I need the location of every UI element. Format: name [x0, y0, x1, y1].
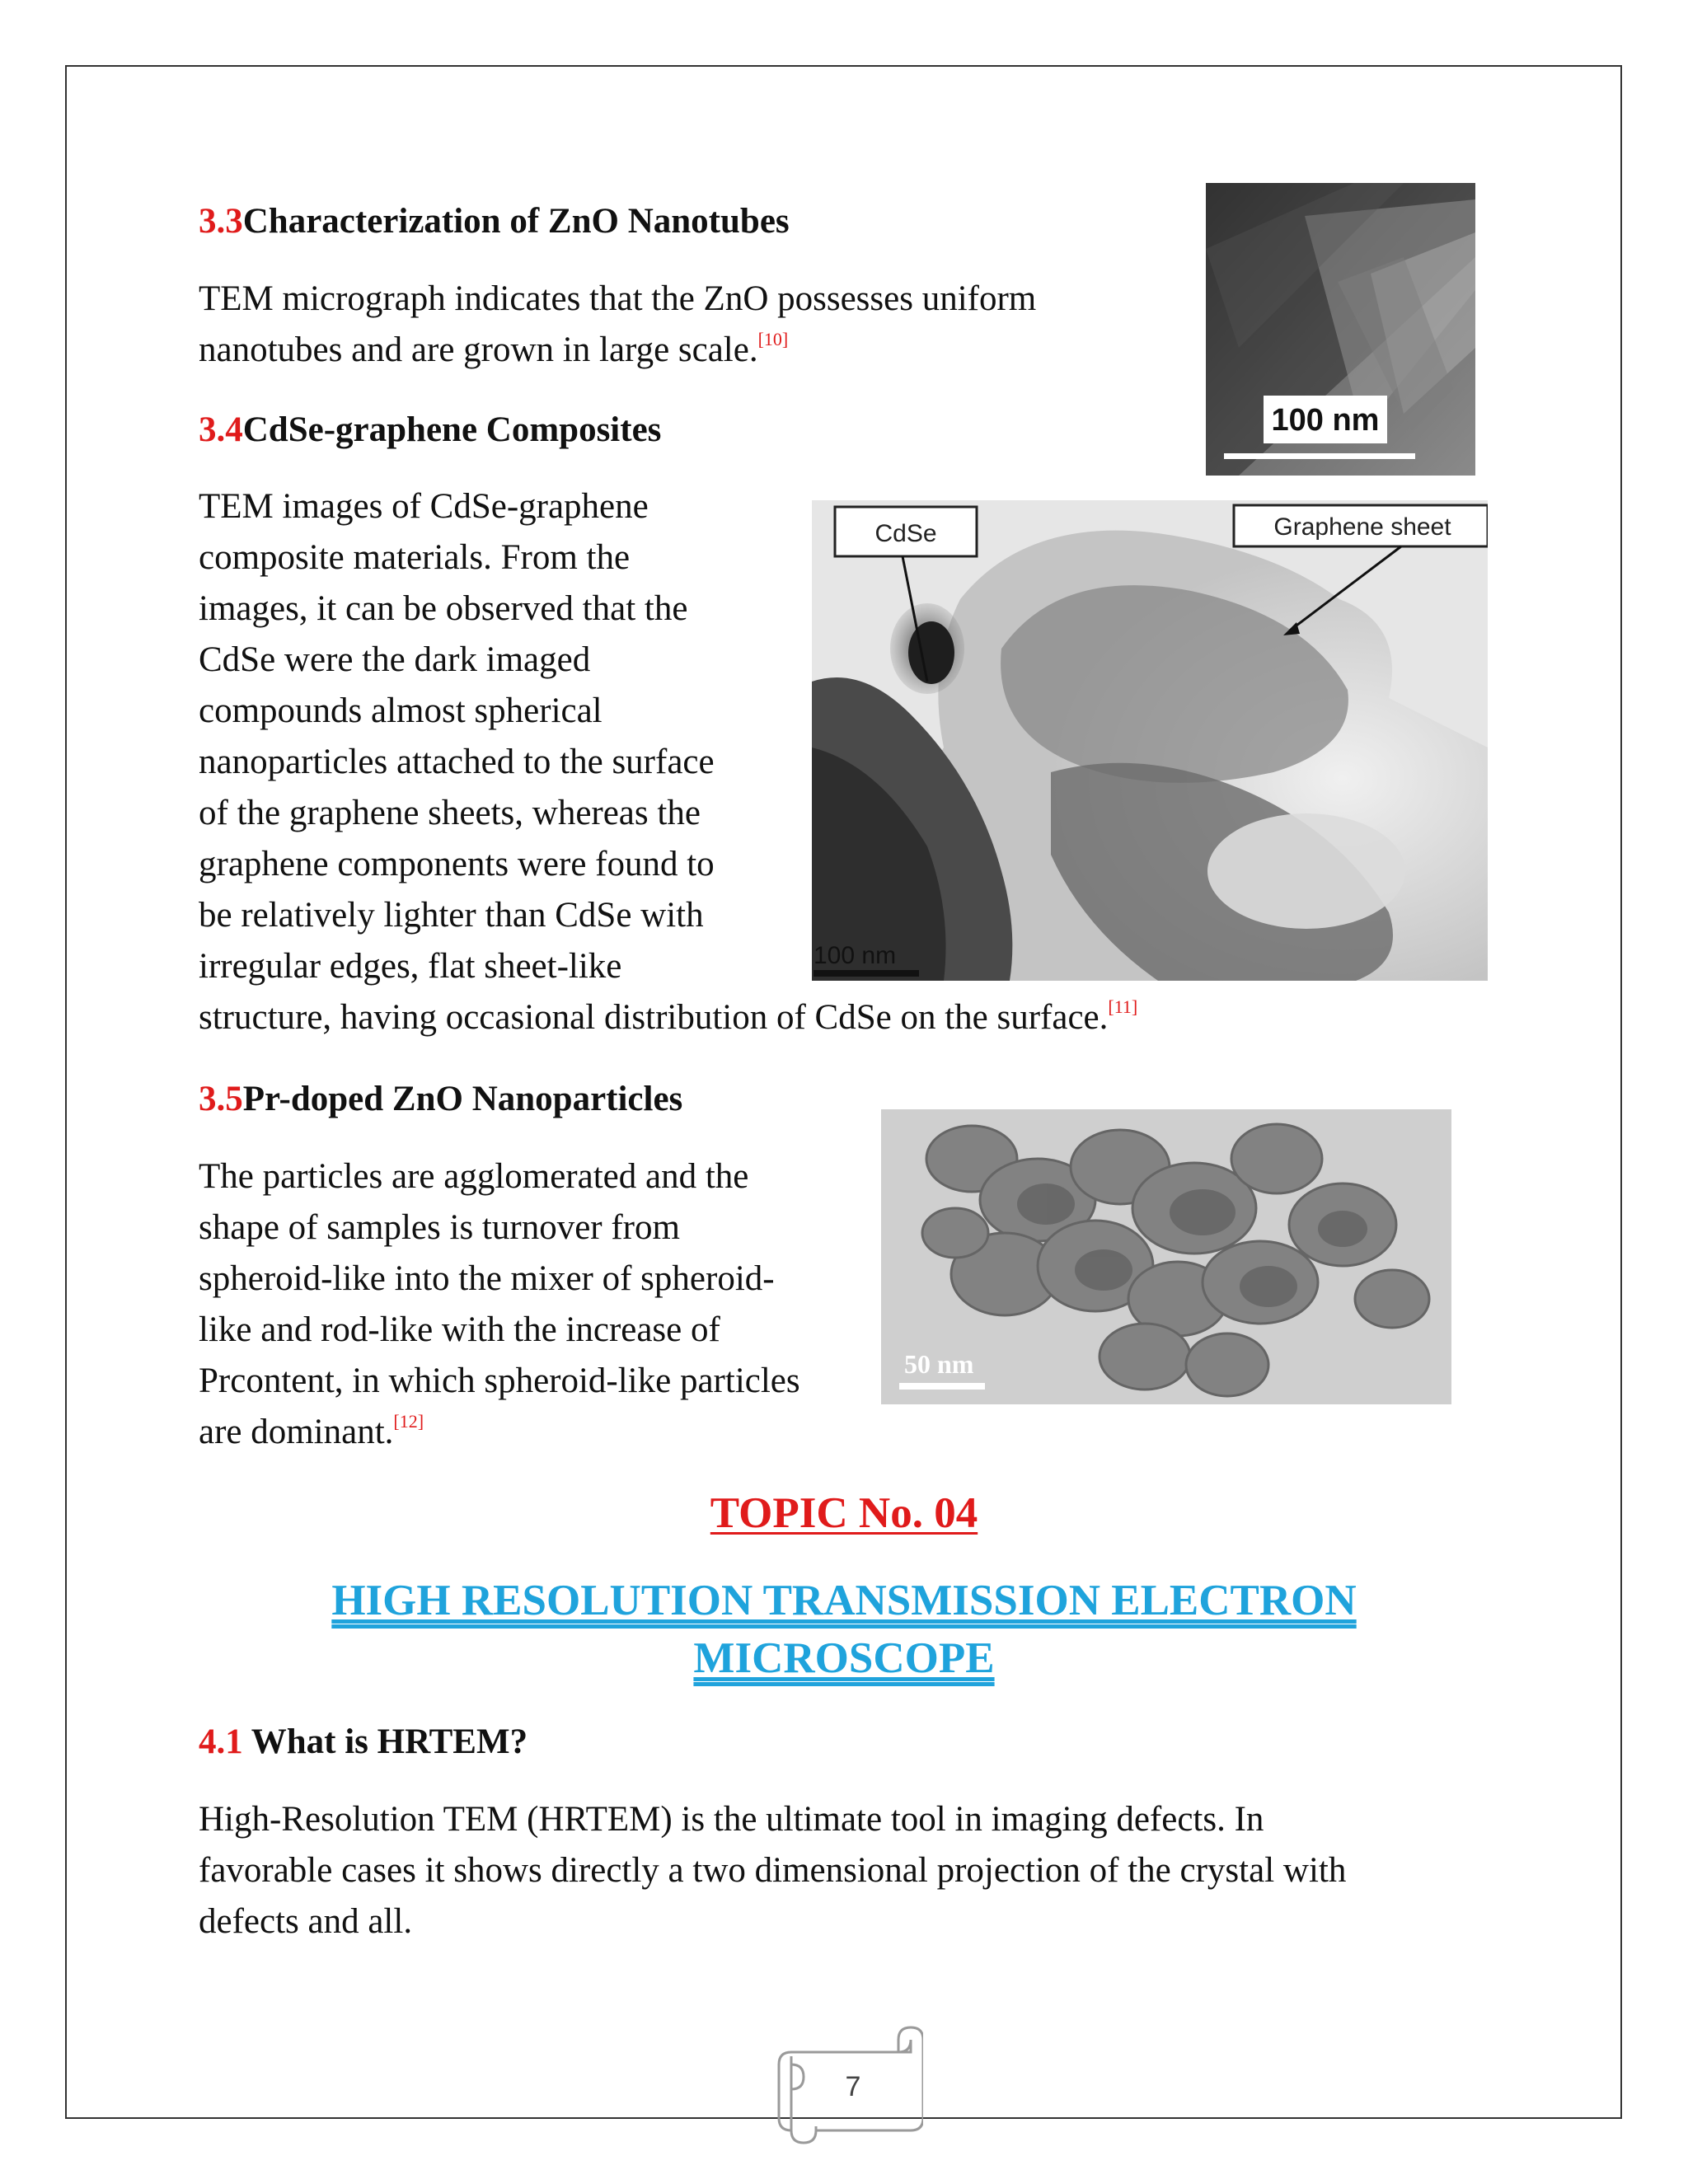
topic-title-line: MICROSCOPE	[693, 1634, 995, 1682]
section-number: 3.4	[199, 410, 243, 449]
text-line: irregular edges, flat sheet-like	[199, 947, 622, 986]
section-3-5-paragraph	[199, 1151, 883, 1458]
citation: [11]	[1108, 996, 1138, 1017]
section-4-1-paragraph	[199, 1794, 1517, 1947]
text-line: images, it can be observed that the	[199, 589, 688, 628]
scale-bar	[814, 970, 919, 977]
citation: [12]	[393, 1410, 424, 1432]
citation: [10]	[757, 328, 789, 349]
section-number: 4.1	[199, 1722, 243, 1761]
section-3-4-heading	[199, 409, 661, 452]
text-line: composite materials. From the	[199, 538, 631, 577]
paragraph-text: TEM micrograph indicates that the ZnO possesses uniform nanotubes and are grown in large scale.	[199, 279, 1037, 369]
topic-title-line: HIGH RESOLUTION TRANSMISSION ELECTRON	[331, 1577, 1357, 1624]
text-line: are dominant.	[199, 1413, 394, 1451]
zno-nanotube-tem-image	[1206, 183, 1475, 476]
text-line: Prcontent, in which spheroid-like particles	[199, 1361, 800, 1400]
text-line: The particles are agglomerated and the	[199, 1157, 749, 1196]
cdse-label: CdSe	[874, 520, 937, 547]
scale-bar-label: 100 nm	[814, 942, 897, 969]
text-line: structure, having occasional distribution of CdSe on the surface.	[199, 998, 1109, 1037]
text-line: TEM images of CdSe-graphene	[199, 487, 649, 526]
section-3-3-paragraph	[199, 274, 1146, 376]
text-line: CdSe were the dark imaged	[199, 640, 591, 679]
section-title: Characterization of ZnO Nanotubes	[242, 202, 790, 241]
text-line: High-Resolution TEM (HRTEM) is the ultimate tool in imaging defects. In	[199, 1800, 1264, 1839]
section-title: Pr-doped ZnO Nanoparticles	[242, 1080, 683, 1118]
text-line: graphene components were found to	[199, 845, 715, 883]
section-title: CdSe-graphene Composites	[242, 410, 662, 449]
pr-doped-zno-tem-image	[881, 1109, 1451, 1404]
text-line: nanoparticles attached to the surface	[199, 743, 715, 781]
topic-title	[0, 1572, 1688, 1687]
text-line: like and rod-like with the increase of	[199, 1310, 720, 1349]
text-line: compounds almost spherical	[199, 691, 603, 730]
section-4-1-heading	[199, 1721, 528, 1764]
text-line: be relatively lighter than CdSe with	[199, 896, 704, 935]
scale-bar-label: 50 nm	[904, 1349, 974, 1379]
scale-bar	[1224, 453, 1415, 459]
section-3-5-heading	[199, 1078, 682, 1121]
scale-bar	[899, 1383, 985, 1390]
section-number: 3.3	[199, 202, 243, 241]
text-line: spheroid-like into the mixer of spheroid-	[199, 1259, 775, 1298]
section-number: 3.5	[199, 1080, 243, 1118]
scale-bar-label: 100 nm	[1271, 403, 1380, 438]
text-line: of the graphene sheets, whereas the	[199, 794, 701, 832]
text-line: favorable cases it shows directly a two dimensional projection of the crystal with	[199, 1851, 1347, 1890]
page-number-scroll	[767, 2023, 923, 2147]
graphene-sheet-label: Graphene sheet	[1273, 513, 1451, 541]
section-title: What is HRTEM?	[242, 1722, 528, 1761]
text-line: shape of samples is turnover from	[199, 1208, 680, 1247]
page-number: 7	[845, 2071, 861, 2102]
cdse-graphene-tem-image	[812, 500, 1488, 981]
topic-label: TOPIC No. 04	[710, 1489, 978, 1537]
text-line: defects and all.	[199, 1902, 413, 1941]
section-3-3-heading	[199, 200, 790, 243]
